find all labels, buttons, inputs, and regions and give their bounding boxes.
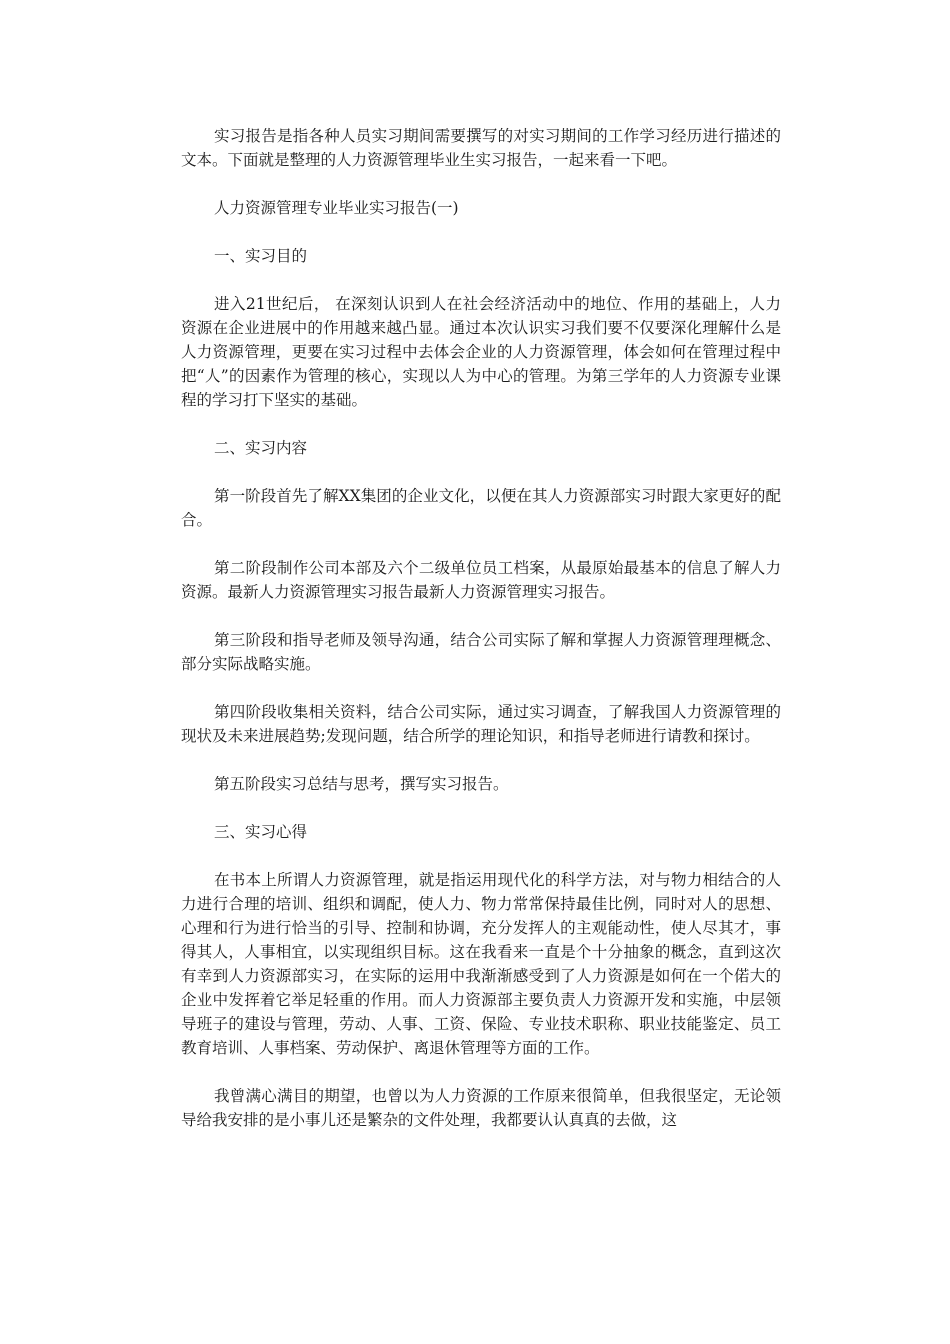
report-title: 人力资源管理专业毕业实习报告(一) (214, 199, 459, 217)
section-heading-content: 二、实习内容 (214, 439, 308, 457)
intro-paragraph: 实习报告是指各种人员实习期间需要撰写的对实习期间的工作学习经历进行描述的文本。下面就是整理的人力资源管理毕业生实习报告，一起来看一下吧。 (181, 127, 781, 169)
stage-paragraph-4: 第四阶段收集相关资料，结合公司实际，通过实习调查，了解我国人力资源管理的现状及未来进展趋势;发现问题，结合所学的理论知识，和指导老师进行请教和探讨。 (181, 703, 781, 745)
stage-paragraph-1: 第一阶段首先了解XX集团的企业文化，以便在其人力资源部实习时跟大家更好的配合。 (181, 487, 781, 529)
stage-paragraph-2: 第二阶段制作公司本部及六个二级单位员工档案，从最原始最基本的信息了解人力资源。最新人力资源管理实习报告最新人力资源管理实习报告。 (181, 559, 781, 601)
document-body (181, 124, 781, 1132)
reflection-paragraph-1: 在书本上所谓人力资源管理，就是指运用现代化的科学方法，对与物力相结合的人力进行合理的培训、组织和调配，使人力、物力常常保持最佳比例，同时对人的思想、心理和行为进行恰当的引导、控制和协调，充分发挥人的主观能动性，使人尽其才，事得其人，人事相宜，以实现组织目标。这在我看来一直是个十分抽象的概念，直到这次有幸到人力资源部实习，在实际的运用中我渐渐感受到了人力资源是如何在一个偌大的企业中发挥着它举足轻重的作用。而人力资源部主要负责人力资源开发和实施，中层领导班子的建设与管理，劳动、人事、工资、保险、专业技术职称、职业技能鉴定、员工教育培训、人事档案、劳动保护、离退休管理等方面的工作。 (181, 871, 781, 1057)
stage-paragraph-5: 第五阶段实习总结与思考，撰写实习报告。 (214, 775, 509, 793)
purpose-paragraph: 进入21世纪后， 在深刻认识到人在社会经济活动中的地位、作用的基础上，人力资源在企业进展中的作用越来越凸显。通过本次认识实习我们要不仅要深化理解什么是人力资源管理，更要在实习过程中去体会企业的人力资源管理，体会如何在管理过程中把“人”的因素作为管理的核心，实现以人为中心的管理。为第三学年的人力资源专业课程的学习打下坚实的基础。 (181, 295, 781, 409)
section-heading-reflection: 三、实习心得 (214, 823, 308, 841)
reflection-paragraph-2: 我曾满心满目的期望，也曾以为人力资源的工作原来很简单，但我很坚定，无论领导给我安排的是小事儿还是繁杂的文件处理，我都要认认真真的去做，这 (181, 1087, 781, 1129)
stage-paragraph-3: 第三阶段和指导老师及领导沟通，结合公司实际了解和掌握人力资源管理理概念、部分实际战略实施。 (181, 631, 781, 673)
section-heading-purpose: 一、实习目的 (214, 247, 308, 265)
